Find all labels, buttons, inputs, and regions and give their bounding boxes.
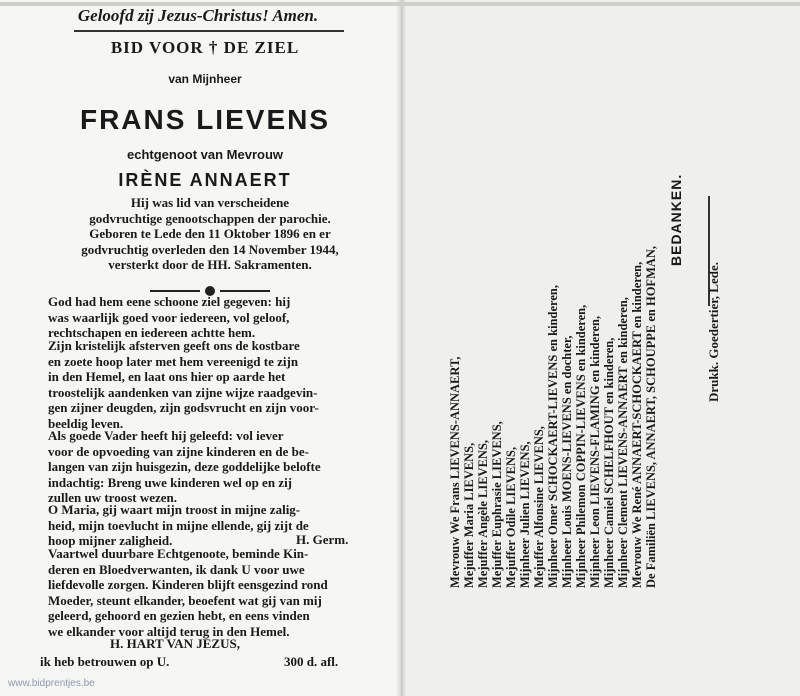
paragraph-hope [48, 338, 378, 431]
family-member: Mijnheer Julien LIEVENS, [518, 441, 532, 588]
thanks-label: BEDANKEN. [668, 173, 684, 266]
text-line: God had hem eene schoone ziel gegeven: hij [48, 294, 291, 309]
greeting-divider [74, 30, 344, 32]
text-line: Moeder, steunt elkander, beoefent wat gij van mij [48, 592, 322, 608]
text-line: geleerd, gehoord en gezien hebt, en eens vinden [48, 608, 310, 623]
family-member: Mejuffer Maria LIEVENS, [462, 442, 476, 588]
family-member: Mejuffer Odile LIEVENS, [504, 446, 518, 588]
closing-title: H. HART VAN JEZUS, [110, 636, 240, 651]
paragraph-character [48, 294, 378, 341]
family-member: Mijnheer Clement LIEVENS-ANNAERT en kinderen, [616, 297, 630, 588]
spouse-name: IRÈNE ANNAERT [118, 170, 292, 190]
deceased-name: FRANS LIEVENS [79, 104, 331, 135]
intro-line: godvruchtig overleden den 14 November 1944, [81, 241, 339, 257]
text-line: deren en Bloedverwanten, ik dank U voor uwe [48, 561, 305, 577]
family-member: Mevrouw We Frans LIEVENS-ANNAERT, [448, 356, 462, 588]
family-member: Mijnheer Leon LIEVENS-FLAMING en kinderen, [588, 315, 602, 588]
greeting: Geloofd zij Jezus-Christus! Amen. [77, 6, 319, 25]
intro-line: versterkt door de HH. Sakramenten. [108, 257, 312, 272]
text-line: beeldig leven. [48, 415, 124, 431]
text-line: voor de opvoeding van zijne kinderen en de be- [48, 443, 309, 459]
paragraph-father [48, 428, 378, 506]
text-line: heid, mijn toevlucht in mijne ellende, gij zijt de [48, 517, 309, 533]
text-line: rechtschapen en iedereen achtte hem. [48, 325, 256, 340]
paragraph-farewell [48, 546, 378, 639]
text-line: liefdevolle zorgen. Kinderen blijft eensgezind rond [48, 577, 328, 592]
family-member: Mijnheer Louis MOENS-LIEVENS en dochter, [560, 335, 574, 588]
text-line: troostelijk aandenken van zijne wijze raadgevin- [48, 384, 318, 400]
text-line: was waarlijk goed voor iedereen, vol geloof, [48, 309, 290, 325]
text-line: O Maria, gij waart mijn troost in mijne zalig- [48, 502, 301, 517]
printer-credit: Drukk. Goedertier, Lede. [706, 262, 721, 402]
text-line: Zijn kristelijk afsterven geeft ons de kostbare [48, 338, 300, 353]
text-line: we elkander voor altijd terug in den Hemel. [48, 623, 290, 639]
text-line: gen zijner deugden, zijn godsvrucht en zijn voor- [48, 400, 319, 415]
family-member: Mejuffer Angèle LIEVENS, [476, 439, 490, 588]
van-mijnheer: van Mijnheer [168, 72, 242, 86]
family-member: Mevrouw We René ANNAERT-SCHOCKAERT en kinderen, [630, 261, 644, 588]
text-line: en zoete hoop later met hem vereenigd te zijn [48, 353, 299, 369]
prayer-heading: BID VOOR † DE ZIEL [110, 38, 300, 57]
text-line: zullen uw troost wezen. [48, 490, 178, 505]
intro-line: Hij was lid van verscheidene [130, 195, 290, 210]
text-line: Vaartwel duurbare Echtgenoote, beminde Kin- [48, 546, 309, 561]
family-member: Mejuffer Alfonsine LIEVENS, [532, 426, 546, 588]
watermark: www.bidprentjes.be [8, 678, 95, 689]
text-line: in den Hemel, en laat ons hier op aarde het [48, 369, 286, 384]
family-member: Mejuffer Euphrasie LIEVENS, [490, 421, 504, 588]
intro-text [40, 195, 380, 273]
closing-prayer: ik heb betrouwen op U. [40, 654, 170, 669]
indulgence: 300 d. afl. [284, 654, 339, 669]
family-member: Mijnheer Omer SCHOCKAERT-LIEVENS en kinderen, [546, 285, 560, 588]
family-member: Mijnheer Camiel SCHELFHOUT en kinderen, [602, 337, 616, 588]
page-fold [396, 0, 406, 696]
intro-line: Geboren te Lede den 11 Oktober 1896 en er [89, 226, 331, 241]
text-line: indachtig: Breng uwe kinderen wel op en zij [48, 474, 293, 490]
text-line: Als goede Vader heeft hij geleefd: vol iever [48, 428, 284, 443]
family-member: De Familiën LIEVENS, ANNAERT, SCHOUPPE en HOFMAN, [644, 245, 658, 588]
signature: H. Germ. [296, 532, 349, 547]
intro-line: godvruchtige genootschappen der parochie. [89, 210, 331, 226]
text-line: langen van zijn huisgezin, deze goddelijke belofte [48, 459, 321, 474]
family-member: Mijnheer Philemon COPPIN-LIEVENS en kinderen, [574, 304, 588, 588]
text-line: hoop mijner zaligheid. [48, 533, 173, 548]
spouse-label: echtgenoot van Mevrouw [126, 147, 284, 162]
